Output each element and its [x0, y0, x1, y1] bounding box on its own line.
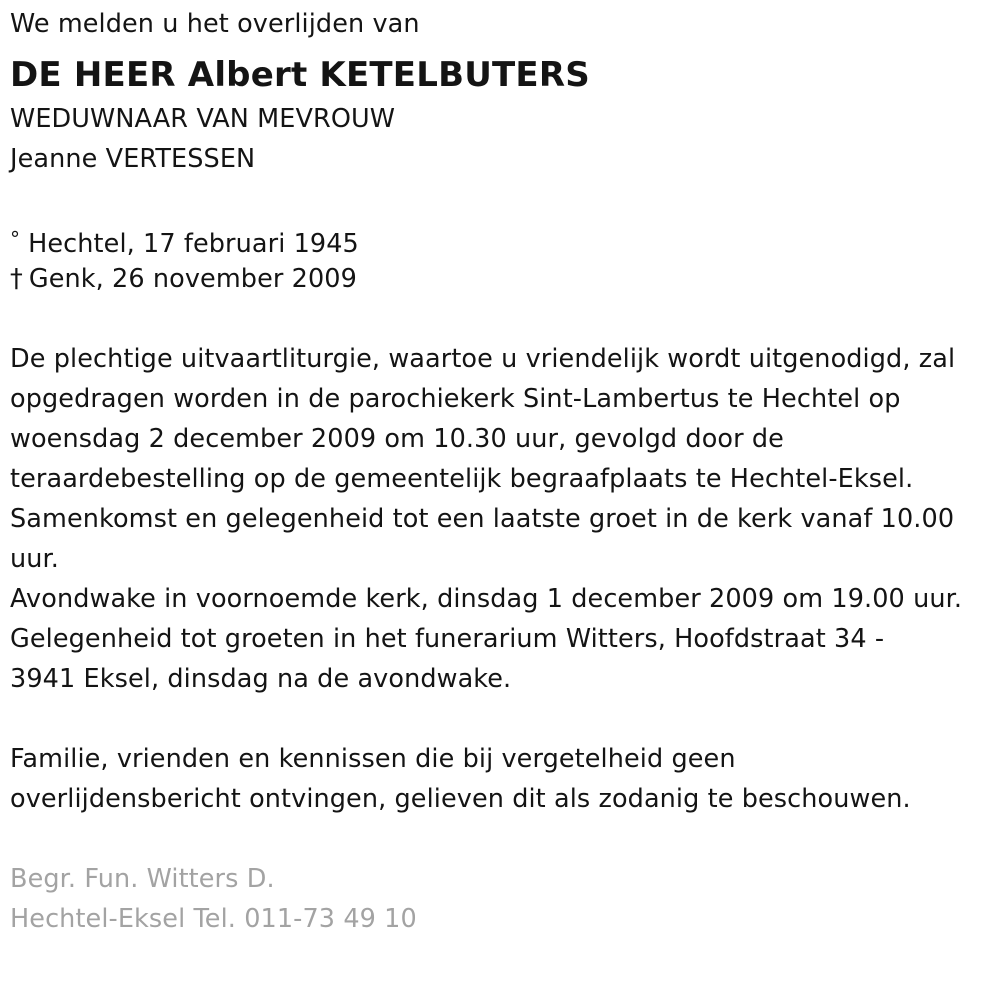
- death-notice: [10, 4, 995, 939]
- birth-text: Hechtel, 17 februari 1945: [28, 229, 359, 259]
- body-line: Gelegenheid tot groeten in het funerarium Witters, Hoofdstraat 34 -: [10, 624, 885, 654]
- body-line: Avondwake in voornoemde kerk, dinsdag 1 december 2009 om 19.00 uur.: [10, 584, 963, 614]
- body-line: teraardebestelling op de gemeentelijk begraafplaats te Hechtel-Eksel.: [10, 464, 914, 494]
- body-line: 3941 Eksel, dinsdag na de avondwake.: [10, 664, 512, 694]
- spouse-name: Jeanne VERTESSEN: [10, 144, 256, 174]
- spacer: [10, 179, 995, 219]
- body-line: Samenkomst en gelegenheid tot een laatste groet in de kerk vanaf 10.00: [10, 504, 955, 534]
- closing-line: overlijdensbericht ontvingen, gelieven dit als zodanig te beschouwen.: [10, 784, 911, 814]
- funeral-home-contact: Hechtel-Eksel Tel. 011-73 49 10: [10, 904, 417, 934]
- death-text: Genk, 26 november 2009: [28, 264, 357, 294]
- birth-symbol: °: [10, 227, 21, 251]
- ceremony-paragraph: [10, 339, 995, 699]
- body-line: De plechtige uitvaartliturgie, waartoe u vriendelijk wordt uitgenodigd, zal: [10, 344, 956, 374]
- deceased-relation: WEDUWNAAR VAN MEVROUW: [10, 104, 396, 134]
- spacer: [10, 299, 995, 339]
- birth-line: [10, 219, 995, 259]
- body-line: opgedragen worden in de parochiekerk Sint-Lambertus te Hechtel op: [10, 384, 901, 414]
- funeral-home-name: Begr. Fun. Witters D.: [10, 864, 275, 894]
- spacer: [10, 819, 995, 859]
- cross-icon: †: [10, 264, 23, 294]
- closing-line: Familie, vrienden en kennissen die bij vergetelheid geen: [10, 744, 736, 774]
- funeral-home-info: [10, 859, 995, 939]
- spacer: [10, 699, 995, 739]
- closing-paragraph: [10, 739, 995, 819]
- body-line: uur.: [10, 544, 59, 574]
- death-line: [10, 259, 995, 299]
- deceased-name: DE HEER Albert KETELBUTERS: [10, 55, 590, 95]
- body-line: woensdag 2 december 2009 om 10.30 uur, gevolgd door de: [10, 424, 784, 454]
- intro-text: We melden u het overlijden van: [10, 9, 420, 39]
